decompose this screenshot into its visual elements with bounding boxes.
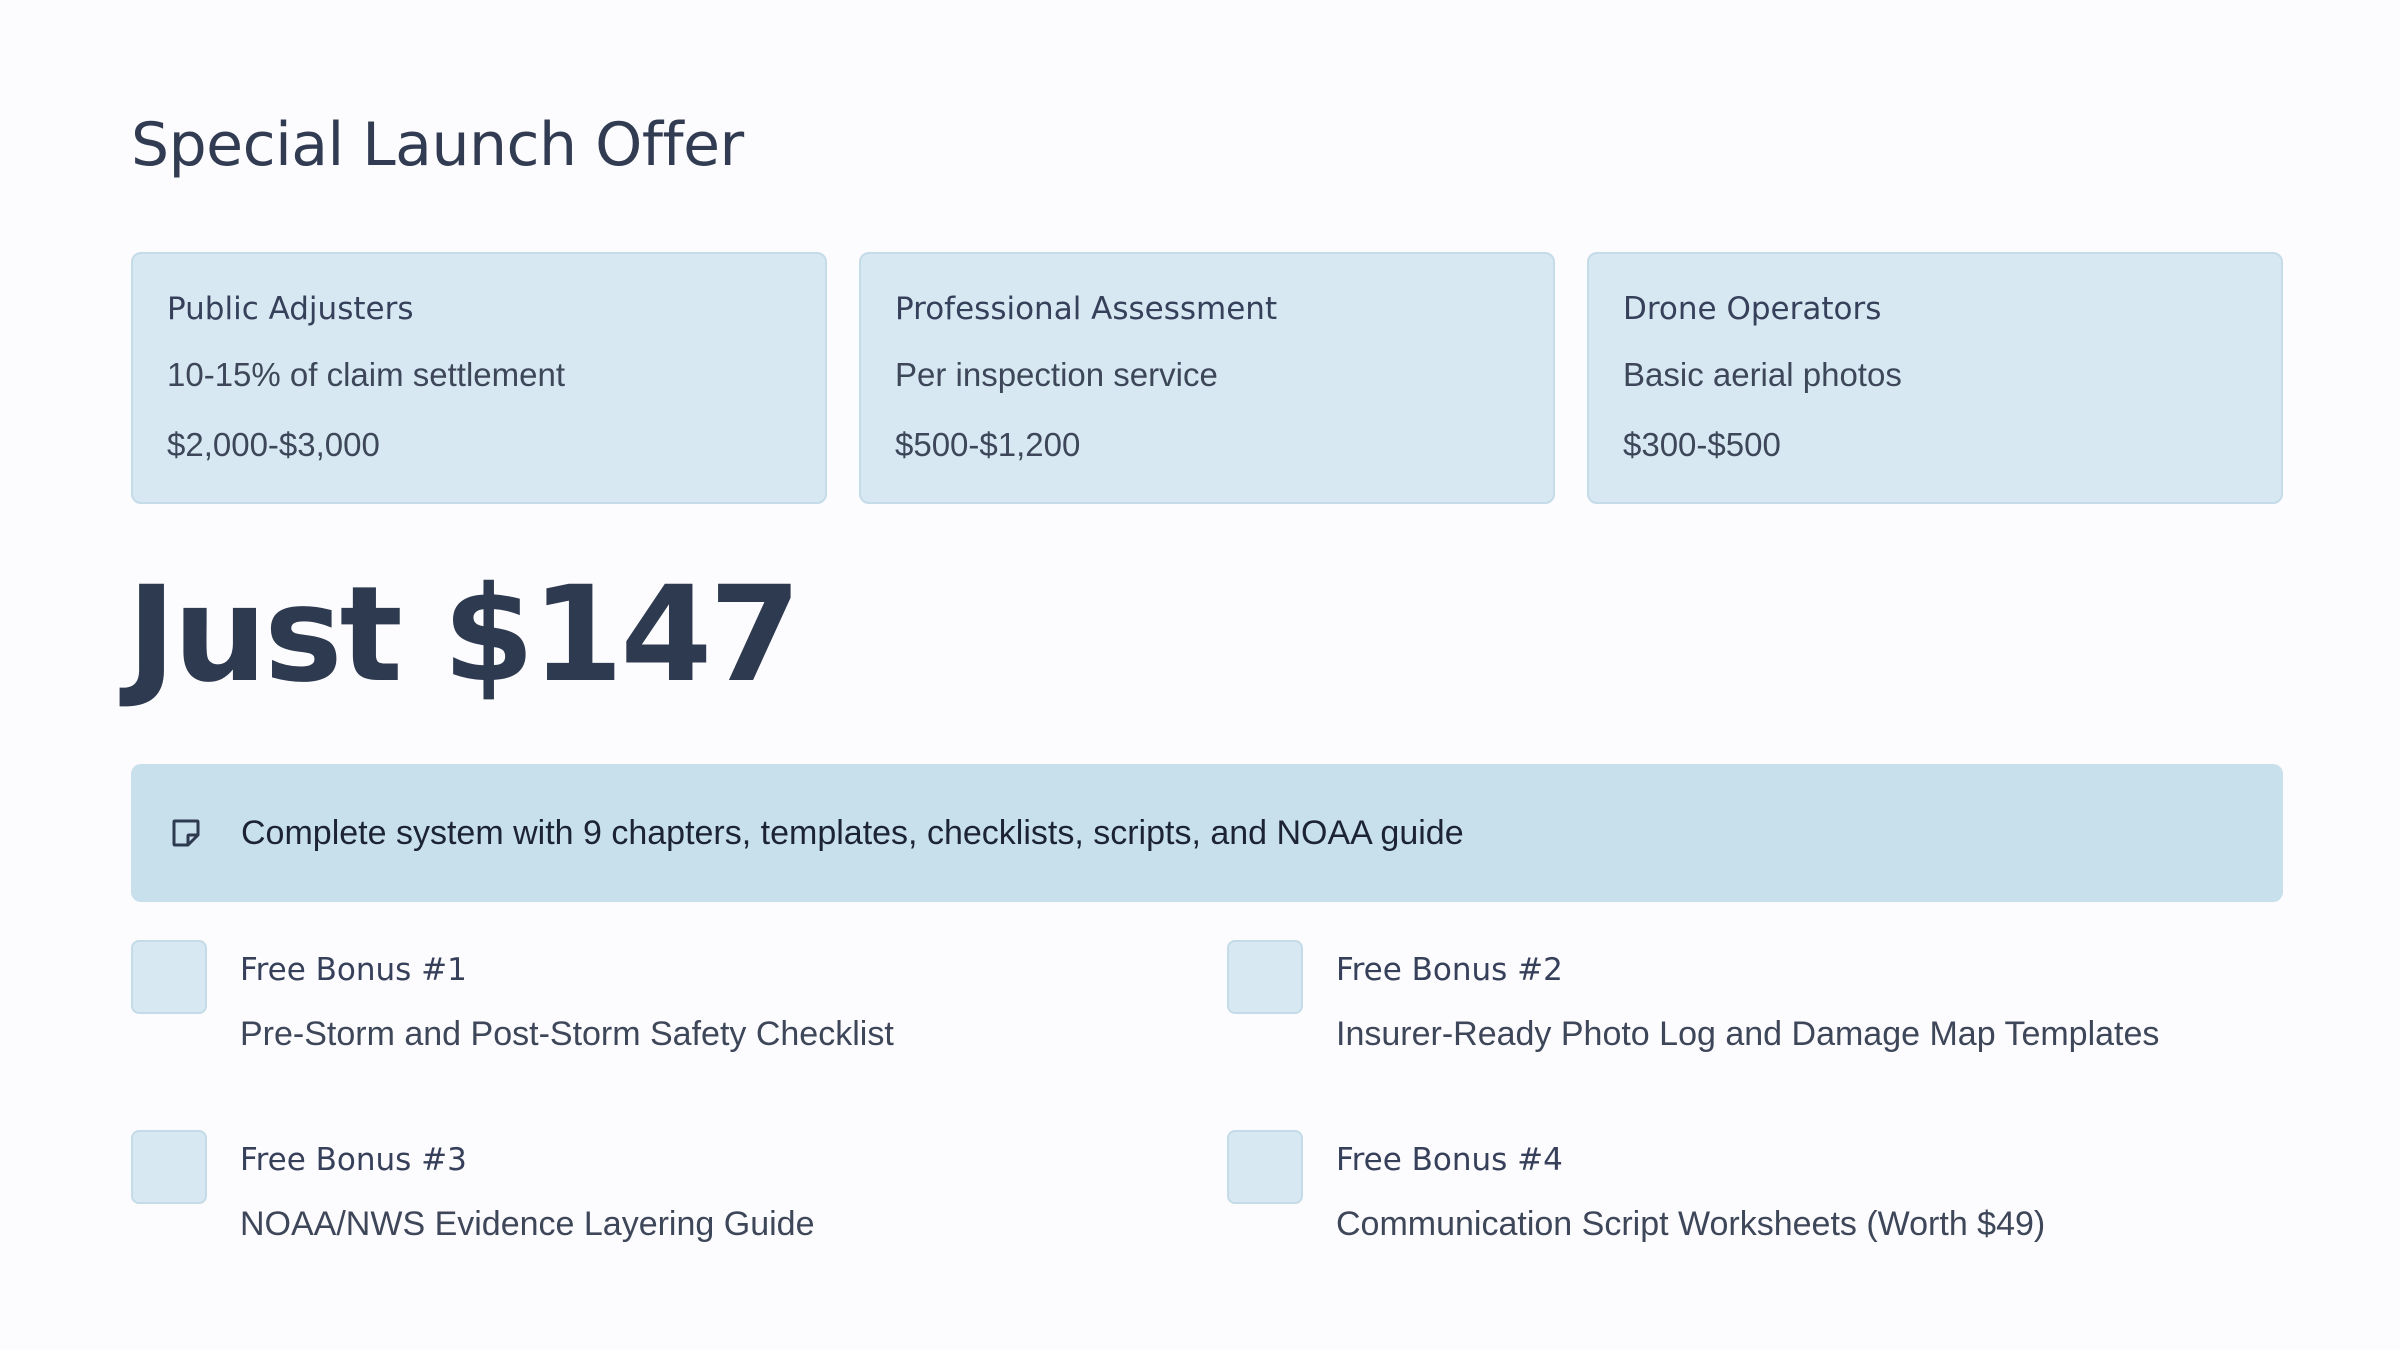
card-title: Public Adjusters [167,291,414,327]
bonus-item-1 [131,940,1131,1090]
bonus-checkbox[interactable] [131,940,207,1014]
bonus-description: Communication Script Worksheets (Worth $49) [1336,1205,2046,1243]
bonus-checkbox[interactable] [1227,940,1303,1014]
bonus-title: Free Bonus #2 [1336,952,1563,988]
bonus-checkbox[interactable] [131,1130,207,1204]
card-title: Professional Assessment [895,291,1278,327]
note-icon [171,818,201,848]
comparison-card-drone-operators [1587,252,2283,504]
bonus-description: Insurer-Ready Photo Log and Damage Map Templates [1336,1015,2160,1053]
feature-banner [131,764,2283,902]
bonus-item-3 [131,1130,1131,1280]
comparison-card-public-adjusters [131,252,827,504]
bonus-description: NOAA/NWS Evidence Layering Guide [240,1205,815,1243]
bonus-title: Free Bonus #3 [240,1142,467,1178]
card-price: $2,000-$3,000 [167,426,380,463]
bonus-checkbox[interactable] [1227,1130,1303,1204]
feature-text: Complete system with 9 chapters, templates, checklists, scripts, and NOAA guide [241,813,1464,852]
card-title: Drone Operators [1623,291,1882,327]
comparison-card-professional-assessment [859,252,1555,504]
page-title: Special Launch Offer [131,110,744,180]
card-description: 10-15% of claim settlement [167,356,566,393]
bonus-title: Free Bonus #4 [1336,1142,1563,1178]
card-price: $500-$1,200 [895,426,1081,463]
bonus-item-2 [1227,940,2227,1090]
bonus-description: Pre-Storm and Post-Storm Safety Checklist [240,1015,894,1053]
bonus-item-4 [1227,1130,2227,1280]
card-price: $300-$500 [1623,426,1781,463]
card-description: Basic aerial photos [1623,356,1902,393]
bonus-title: Free Bonus #1 [240,952,467,988]
offer-price: Just $147 [127,558,799,712]
comparison-cards [131,252,2283,504]
card-description: Per inspection service [895,356,1218,393]
